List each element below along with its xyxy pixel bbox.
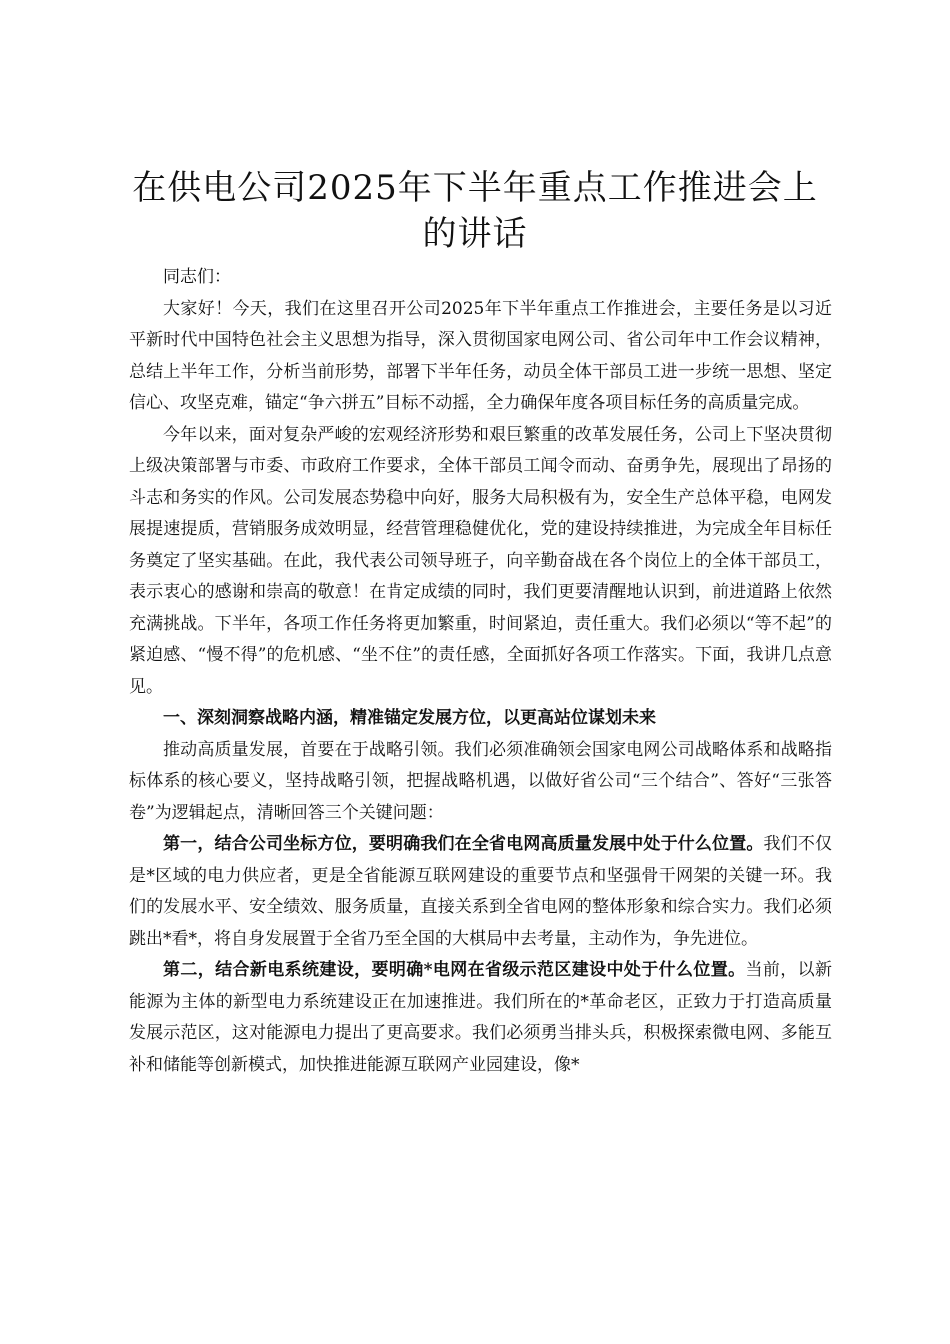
paragraph-point-2 xyxy=(129,955,832,1081)
salutation: 同志们： xyxy=(163,267,231,287)
section-heading-1: 一、深刻洞察战略内涵，精准锚定发展方位，以更高站位谋划未来 xyxy=(163,708,656,728)
paragraph-strategy: 推动高质量发展，首要在于战略引领。我们必须准确领会国家电网公司战略体系和战略指标体系的核心要义，坚持战略引领，把握战略机遇，以做好省公司“三个结合”、答好“三张答卷”为逻辑起点，清晰回答三个关键问题： xyxy=(129,739,832,823)
title-line-1: 在供电公司2025年下半年重点工作推进会上 xyxy=(132,168,818,208)
paragraph-review: 今年以来，面对复杂严峻的宏观经济形势和艰巨繁重的改革发展任务，公司上下坚决贯彻上级决策部署与市委、市政府工作要求，全体干部员工闻令而动、奋勇争先，展现出了昂扬的斗志和务实的作风。公司发展态势稳中向好，服务大局积极有为，安全生产总体平稳，电网发展提速提质，营销服务成效明显，经营管理稳健优化，党的建设持续推进，为完成全年目标任务奠定了坚实基础。在此，我代表公司领导班子，向辛勤奋战在各个岗位上的全体干部员工，表示衷心的感谢和崇高的敬意！在肯定成绩的同时，我们更要清醒地认识到，前进道路上依然充满挑战。下半年，各项工作任务将更加繁重，时间紧迫，责任重大。我们必须以“等不起”的紧迫感、“慢不得”的危机感、“坐不住”的责任感，全面抓好各项工作落实。下面，我讲几点意见。 xyxy=(129,424,832,697)
point-2-text: 当前，以新能源为主体的新型电力系统建设正在加速推进。我们所在的*革命老区，正致力于打造高质量发展示范区，这对能源电力提出了更高要求。我们必须勇当排头兵，积极探索微电网、多能互补和储能等创新模式，加快推进能源互联网产业园建设，像* xyxy=(129,960,833,1075)
point-1-text: 我们不仅是*区域的电力供应者，更是全省能源互联网建设的重要节点和坚强骨干网架的关键一环。我们的发展水平、安全绩效、服务质量，直接关系到全省电网的整体形象和综合实力。我们必须跳出*看*，将自身发展置于全省乃至全国的大棋局中去考量，主动作为，争先进位。 xyxy=(129,834,833,949)
point-1-lead: 第一，结合公司坐标方位，要明确我们在全省电网高质量发展中处于什么位置。 xyxy=(163,834,764,854)
document-title xyxy=(110,165,840,257)
document-body xyxy=(129,262,832,1081)
paragraph-point-1 xyxy=(129,829,832,955)
title-line-2: 的讲话 xyxy=(422,214,528,254)
point-2-lead: 第二，结合新电系统建设，要明确*电网在省级示范区建设中处于什么位置。 xyxy=(163,960,746,980)
paragraph-opening: 大家好！今天，我们在这里召开公司2025年下半年重点工作推进会，主要任务是以习近平新时代中国特色社会主义思想为指导，深入贯彻国家电网公司、省公司年中工作会议精神，总结上半年工作，分析当前形势，部署下半年任务，动员全体干部员工进一步统一思想、坚定信心、攻坚克难，锚定“争六拼五”目标不动摇，全力确保年度各项目标任务的高质量完成。 xyxy=(129,298,832,413)
